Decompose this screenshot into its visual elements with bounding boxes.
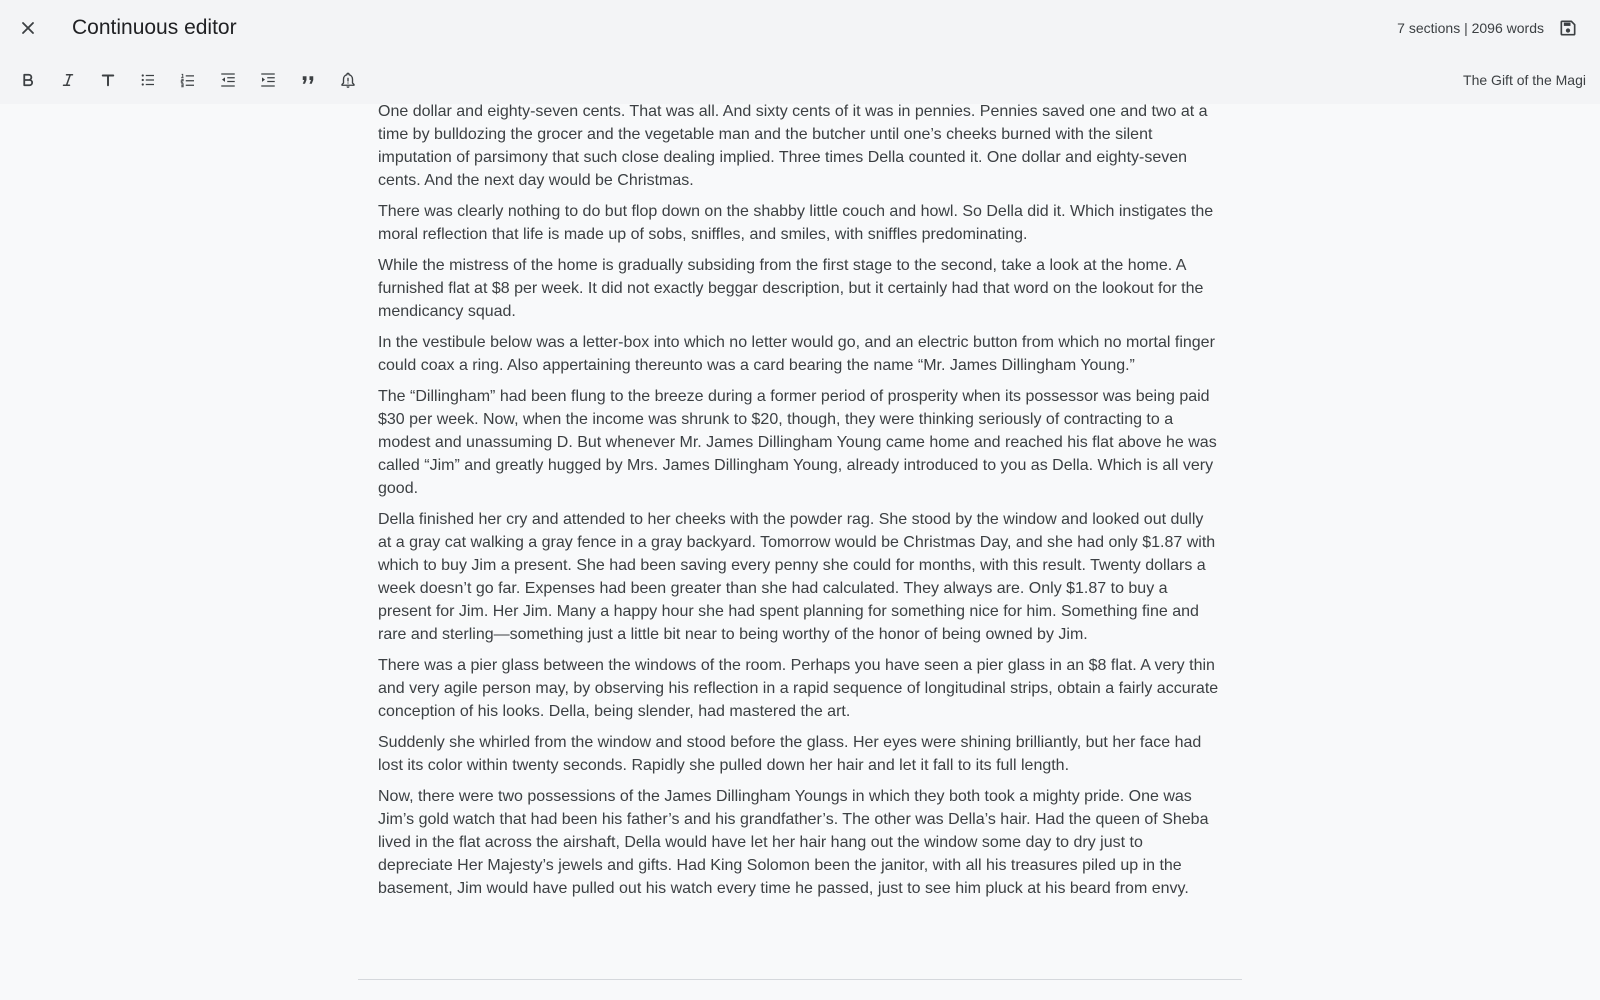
italic-button[interactable] bbox=[48, 64, 88, 96]
bold-icon bbox=[19, 71, 37, 89]
save-icon bbox=[1558, 18, 1578, 38]
editor-title: Continuous editor bbox=[72, 16, 237, 39]
paragraph[interactable]: In the vestibule below was a letter-box into which no letter would go, and an electric button from which no mortal finger could coax a ring. Also appertaining thereunto was a card bearing the name “Mr. James Dillingham Young.” bbox=[378, 334, 1215, 374]
italic-icon bbox=[59, 71, 77, 89]
bulleted-list-icon bbox=[139, 71, 157, 89]
numbered-list-icon bbox=[179, 71, 197, 89]
text-style-icon bbox=[99, 71, 117, 89]
section-divider bbox=[358, 979, 1242, 980]
paragraph[interactable]: The “Dillingham” had been flung to the breeze during a former period of prosperity when its possessor was being paid $30 per week. Now, when the income was shrunk to $20, though, they were thinking seriously of contracting to a modest and unassuming D. But whenever Mr. James Dillingham Young came home and reached his flat above he was called “Jim” and greatly hugged by Mrs. James Dillingham Young, already introduced to you as Della. Which is all very good. bbox=[378, 388, 1217, 497]
text-style-button[interactable] bbox=[88, 64, 128, 96]
numbered-list-button[interactable] bbox=[168, 64, 208, 96]
document-stats: 7 sections | 2096 words bbox=[1397, 20, 1544, 36]
formatting-toolbar bbox=[8, 64, 368, 96]
paragraph[interactable]: There was a pier glass between the windows of the room. Perhaps you have seen a pier glass in an $8 flat. A very thin and very agile person may, by observing his reflection in a rapid sequence of longitudinal strips, obtain a fairly accurate conception of his looks. Della, being slender, had mastered the art. bbox=[378, 657, 1219, 720]
paragraph[interactable]: Suddenly she whirled from the window and stood before the glass. Her eyes were shining brilliantly, but her face had lost its color within twenty seconds. Rapidly she pulled down her hair and let it fall to its full length. bbox=[378, 734, 1202, 774]
paragraph[interactable]: While the mistress of the home is gradually subsiding from the first stage to the second, take a look at the home. A furnished flat at $8 per week. It did not exactly beggar description, but it certainly had that word on the lookout for the mendicancy squad. bbox=[378, 257, 1204, 320]
increase-indent-icon bbox=[259, 71, 277, 89]
document-body[interactable] bbox=[378, 100, 1220, 908]
section-title: The Gift of the Magi bbox=[1463, 72, 1586, 88]
increase-indent-button[interactable] bbox=[248, 64, 288, 96]
bell-alert-icon bbox=[339, 71, 357, 89]
close-button[interactable] bbox=[12, 12, 44, 44]
paragraph[interactable]: Della finished her cry and attended to her cheeks with the powder rag. She stood by the window and looked out dully at a gray cat walking a gray fence in a gray backyard. Tomorrow would be Christmas Day, and she had only $1.87 with which to buy Jim a present. She had been saving every penny she could for months, with this result. Twenty dollars a week doesn’t go far. Expenses had been greater than she had calculated. They always are. Only $1.87 to buy a present for Jim. Her Jim. Many a happy hour she had spent planning for something nice for him. Something fine and rare and sterling—something just a little bit near to being worthy of the honor of being owned by Jim. bbox=[378, 511, 1216, 643]
notification-button[interactable] bbox=[328, 64, 368, 96]
paragraph[interactable]: Now, there were two possessions of the James Dillingham Youngs in which they both took a mighty pride. One was Jim’s gold watch that had been his father’s and his grandfather’s. The other was Della’s hair. Had the queen of Sheba lived in the flat across the airshaft, Della would have let her hair hang out the window some day to dry just to depreciate Her Majesty’s jewels and gifts. Had King Solomon been the janitor, with all his treasures piled up in the basement, Jim would have pulled out his watch every time he passed, just to see him pluck at his beard from envy. bbox=[378, 788, 1209, 897]
close-icon bbox=[18, 18, 38, 38]
paragraph[interactable]: There was clearly nothing to do but flop down on the shabby little couch and howl. So Della did it. Which instigates the moral reflection that life is made up of sobs, sniffles, and smiles, with sniffles predominating. bbox=[378, 203, 1214, 243]
bold-button[interactable] bbox=[8, 64, 48, 96]
decrease-indent-icon bbox=[219, 71, 237, 89]
editor-header bbox=[0, 0, 1600, 104]
quote-icon bbox=[299, 71, 317, 89]
bulleted-list-button[interactable] bbox=[128, 64, 168, 96]
decrease-indent-button[interactable] bbox=[208, 64, 248, 96]
paragraph[interactable]: One dollar and eighty-seven cents. That was all. And sixty cents of it was in pennies. Pennies saved one and two at a time by bulldozing the grocer and the vegetable man and the butcher until one’s cheeks burned with the silent imputation of parsimony that such close dealing implied. Three times Della counted it. One dollar and eighty-seven cents. And the next day would be Christmas. bbox=[378, 103, 1208, 189]
quote-button[interactable] bbox=[288, 64, 328, 96]
save-button[interactable] bbox=[1552, 12, 1584, 44]
